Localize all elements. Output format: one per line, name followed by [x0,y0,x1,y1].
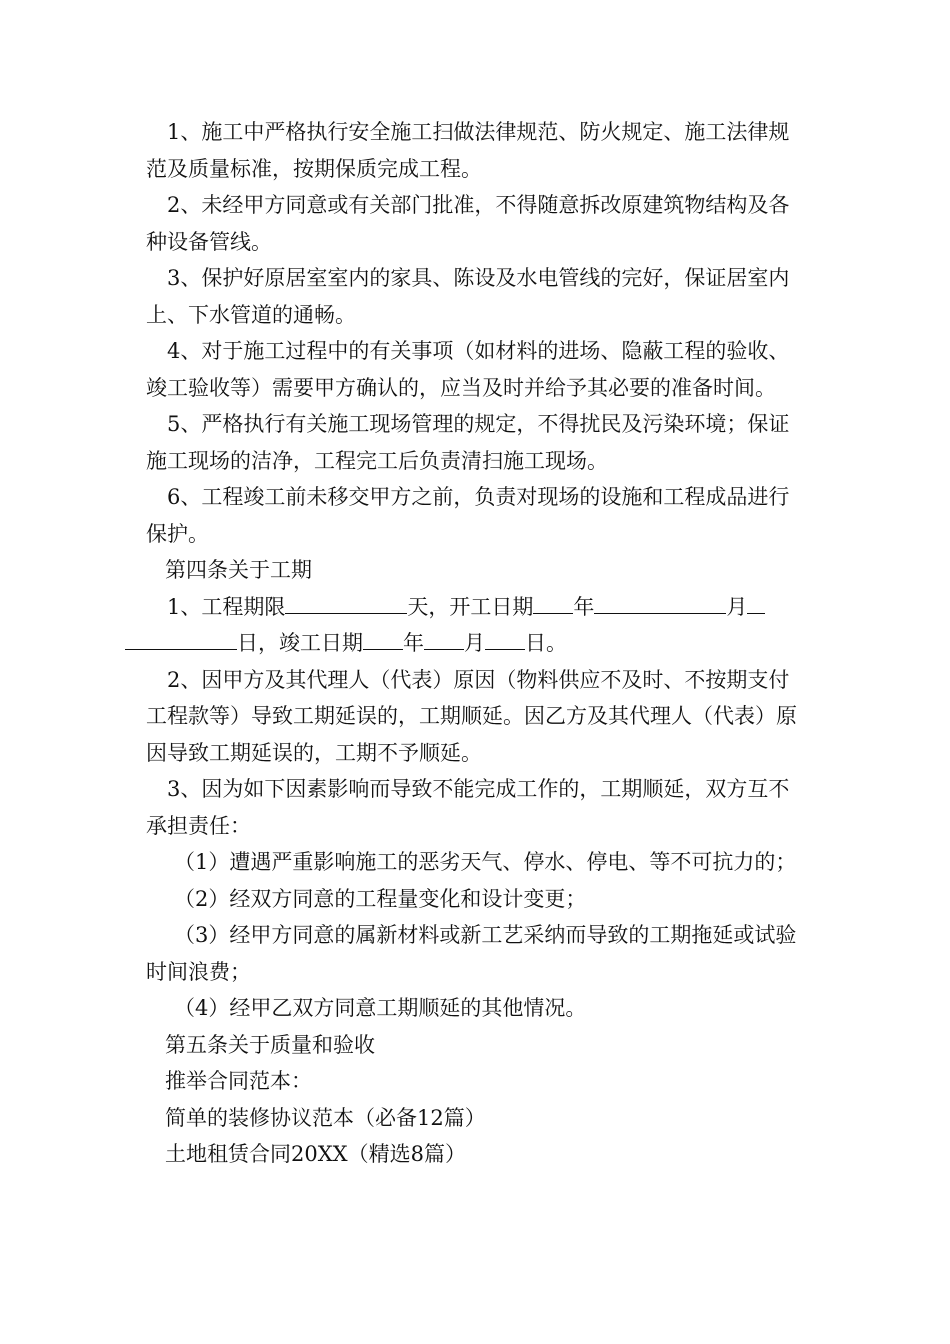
sub-clause-item: （1）遭遇严重影响施工的恶劣天气、停水、停电、等不可抗力的； [174,850,797,874]
section-heading: 第五条关于质量和验收 [165,1032,375,1057]
document-body [146,114,810,1173]
end-month-blank [424,625,464,650]
clause-item: 6、工程竣工前未移交甲方之前，负责对现场的设施和工程成品进行保护。 [146,485,790,546]
start-year-label: 年 [573,594,595,619]
recommend-heading: 推举合同范本： [165,1069,312,1093]
clause-item: 2、因甲方及其代理人（代表）原因（物料供应不及时、不按期支付工程款等）导致工期延误的，工期顺延。因乙方及其代理人（代表）原因导致工期延误的，工期不予顺延。 [146,667,797,765]
clause-item: 1、施工中严格执行安全施工扫做法律规范、防火规定、施工法律规范及质量标准，按期保质完成工程。 [146,120,790,181]
clause-item: 4、对于施工过程中的有关事项（如材料的进场、隐蔽工程的验收、竣工验收等）需要甲方确认的，应当及时并给予其必要的准备时间。 [146,339,790,400]
end-day-label: 日。 [525,631,567,655]
end-day-blank [485,625,525,650]
clause-item: 3、因为如下因素影响而导致不能完成工作的，工期顺延，双方互不承担责任： [146,777,790,838]
start-day-blank-b [125,625,237,650]
clause-item: 3、保护好原居室室内的家具、陈设及水电管线的完好，保证居室内上、下水管道的通畅。 [146,266,790,327]
start-day-blank-a [747,589,765,614]
recommend-link[interactable]: 简单的装修协议范本（必备12篇） [165,1105,486,1130]
recommend-link[interactable]: 土地租赁合同20XX（精选8篇） [165,1142,466,1166]
clause-item: 2、未经甲方同意或有关部门批准，不得随意拆改原建筑物结构及各种设备管线。 [146,193,790,254]
start-month-blank [594,589,726,614]
sub-clause-item: （4）经甲乙双方同意工期顺延的其他情况。 [174,996,587,1020]
end-year-label: 年 [403,631,424,655]
schedule-days-label: 天，开工日期 [407,594,534,619]
start-day-label: 日，竣工日期 [237,631,363,655]
start-month-label: 月 [726,594,748,619]
end-year-blank [363,625,403,650]
schedule-prefix: 1、工程期限 [167,594,286,619]
start-year-blank [533,589,573,614]
end-month-label: 月 [464,631,485,655]
clause-item: 5、严格执行有关施工现场管理的规定，不得扰民及污染环境；保证施工现场的洁净，工程完工后负责清扫施工现场。 [146,412,790,473]
sub-clause-item: （2）经双方同意的工程量变化和设计变更； [174,886,587,911]
duration-blank [285,589,407,614]
schedule-clause [146,589,810,662]
section-heading: 第四条关于工期 [165,558,312,582]
sub-clause-item: （3）经甲方同意的属新材料或新工艺采纳而导致的工期拖延或试验时间浪费； [146,923,797,984]
